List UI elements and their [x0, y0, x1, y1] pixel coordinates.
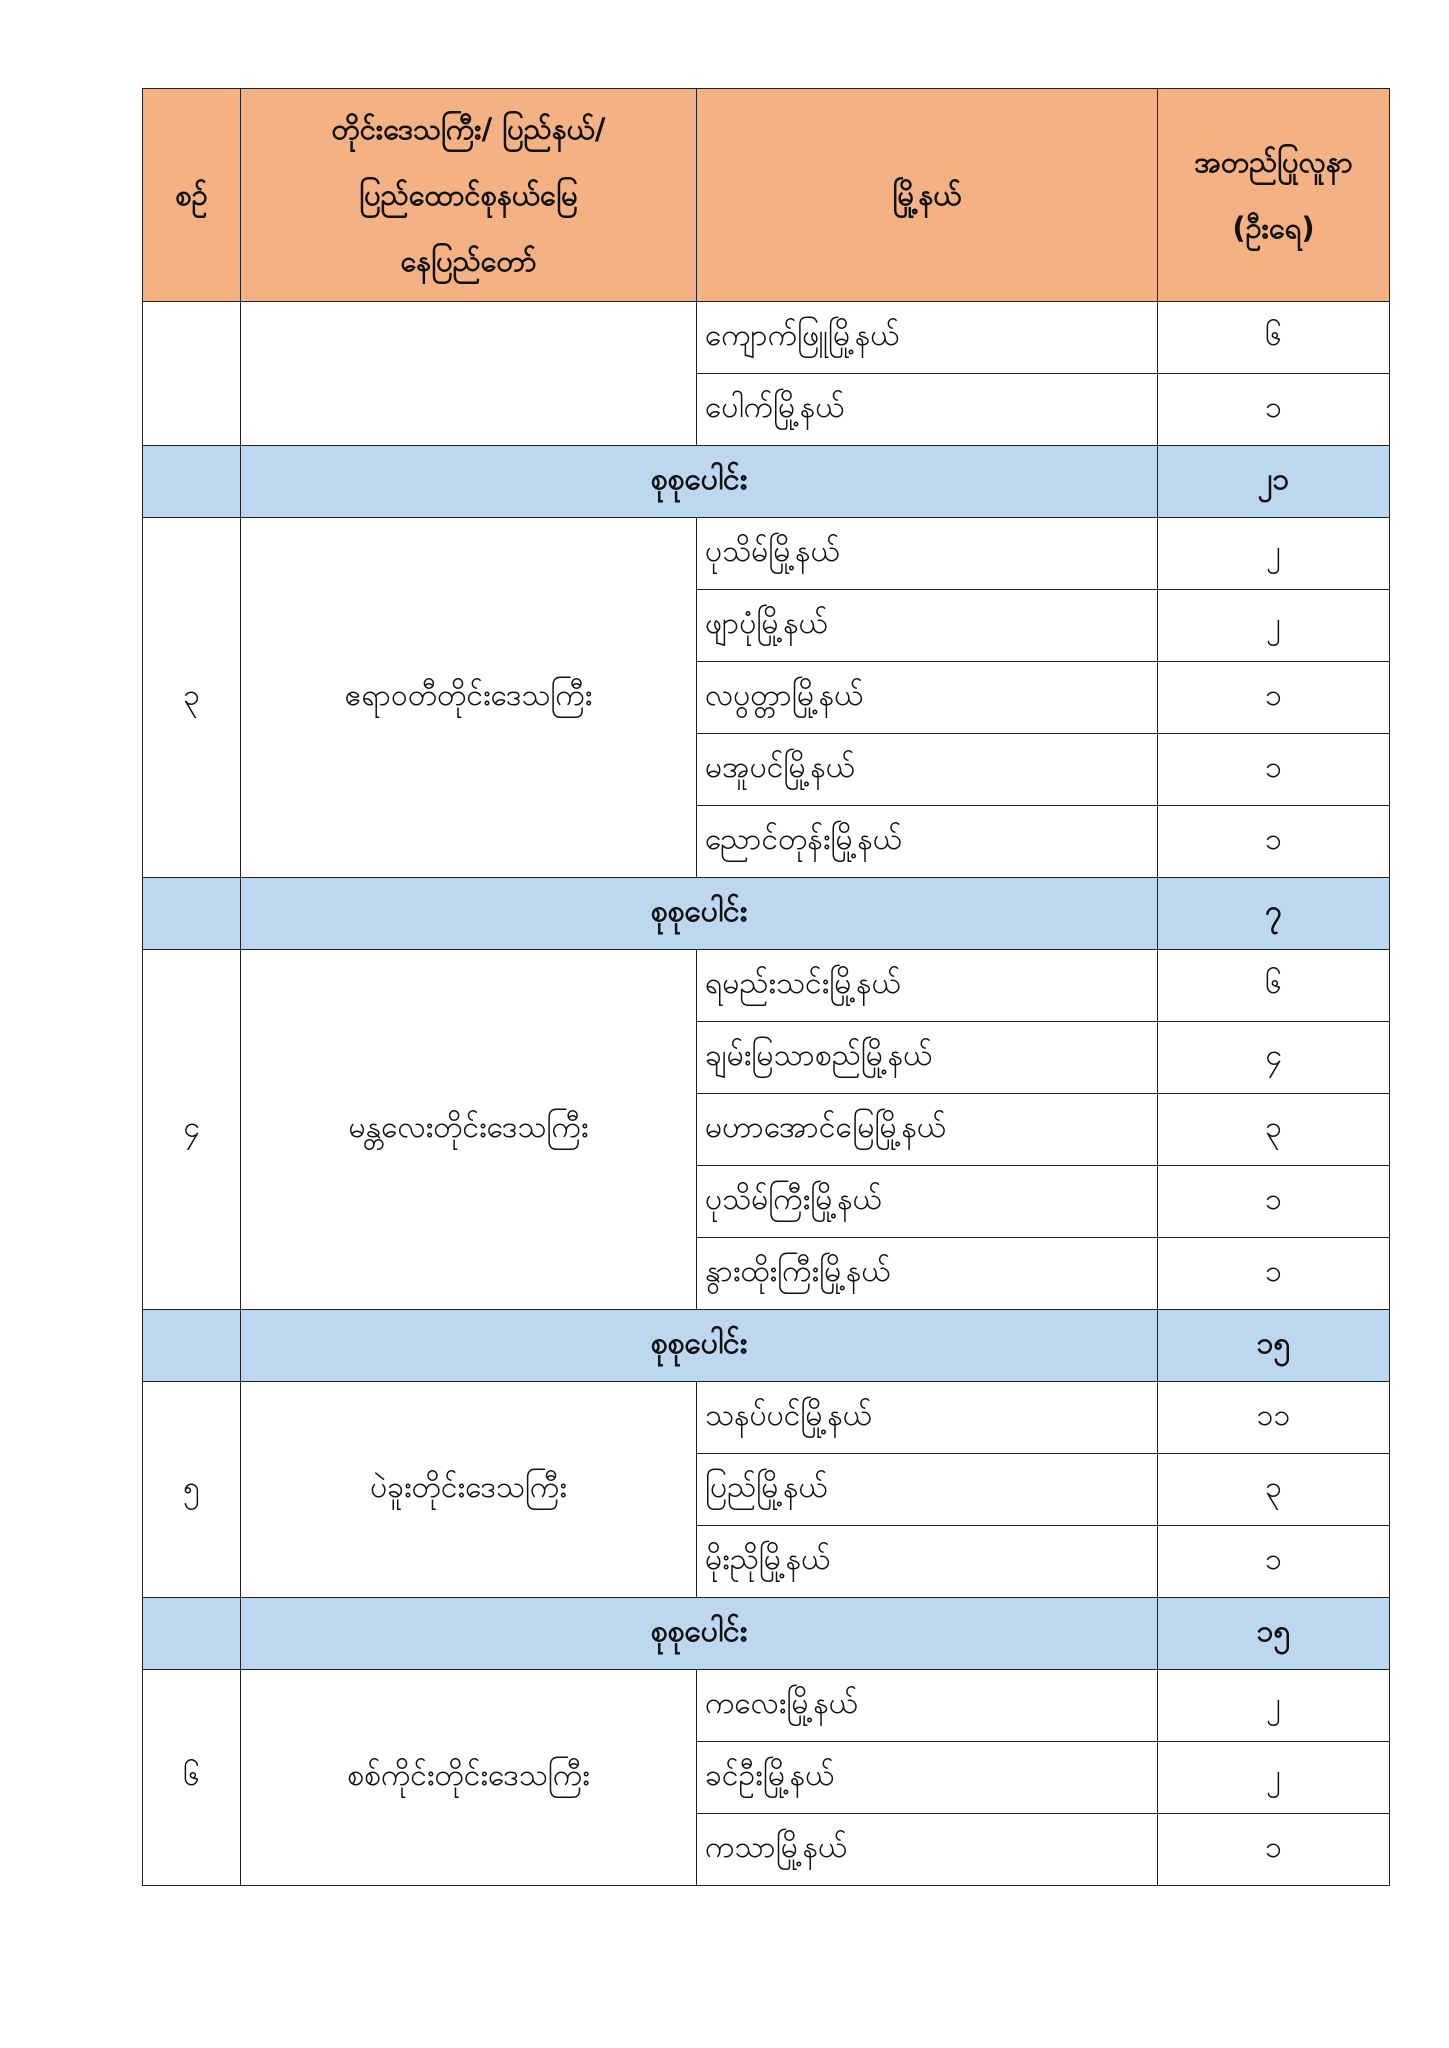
cell-count: ၆ — [1158, 950, 1390, 1022]
cell-township: မဟာအောင်မြေမြို့နယ် — [697, 1094, 1158, 1166]
header-count-line-1: အတည်ပြုလူနာ — [1194, 145, 1353, 179]
total-row — [143, 1310, 1390, 1382]
cell-no: ၄ — [143, 950, 241, 1310]
cell-no — [143, 302, 241, 446]
cell-township: ကလေးမြို့နယ် — [697, 1670, 1158, 1742]
cell-count: ၁ — [1158, 374, 1390, 446]
cell-township: ဖျာပုံမြို့နယ် — [697, 590, 1158, 662]
total-row — [143, 878, 1390, 950]
cell-township: မအူပင်မြို့နယ် — [697, 734, 1158, 806]
cell-count: ၂ — [1158, 1670, 1390, 1742]
total-row — [143, 446, 1390, 518]
table-row — [143, 1670, 1390, 1742]
cell-count: ၁ — [1158, 1526, 1390, 1598]
cell-count: ၄ — [1158, 1022, 1390, 1094]
header-count — [1158, 89, 1390, 302]
total-value: ၂၁ — [1158, 446, 1390, 518]
total-value: ၁၅ — [1158, 1310, 1390, 1382]
cell-township: နွားထိုးကြီးမြို့နယ် — [697, 1238, 1158, 1310]
cell-count: ၁ — [1158, 734, 1390, 806]
cell-region: မန္တလေးတိုင်းဒေသကြီး — [241, 950, 697, 1310]
header-region — [241, 89, 697, 302]
cell-region — [241, 302, 697, 446]
header-township: မြို့နယ် — [697, 89, 1158, 302]
cell-township: ရမည်းသင်းမြို့နယ် — [697, 950, 1158, 1022]
cell-township: ပြည်မြို့နယ် — [697, 1454, 1158, 1526]
cell-count: ၂ — [1158, 1742, 1390, 1814]
cell-region: ဧရာဝတီတိုင်းဒေသကြီး — [241, 518, 697, 878]
cell-count: ၂ — [1158, 590, 1390, 662]
cell-township: ကျောက်ဖြူမြို့နယ် — [697, 302, 1158, 374]
cell-count: ၁ — [1158, 1166, 1390, 1238]
table-row — [143, 950, 1390, 1022]
cell-count: ၁၁ — [1158, 1382, 1390, 1454]
cell-township: ပုသိမ်ကြီးမြို့နယ် — [697, 1166, 1158, 1238]
cell-no — [143, 446, 241, 518]
cell-township: ခင်ဦးမြို့နယ် — [697, 1742, 1158, 1814]
total-label: စုစုပေါင်း — [241, 446, 1158, 518]
cell-township: ကသာမြို့နယ် — [697, 1814, 1158, 1886]
cell-count: ၆ — [1158, 302, 1390, 374]
cell-no — [143, 1598, 241, 1670]
cell-no — [143, 878, 241, 950]
cell-count: ၁ — [1158, 1814, 1390, 1886]
cell-no: ၃ — [143, 518, 241, 878]
total-label: စုစုပေါင်း — [241, 1310, 1158, 1382]
cell-count: ၁ — [1158, 1238, 1390, 1310]
table-row — [143, 302, 1390, 374]
cell-no: ၅ — [143, 1382, 241, 1598]
cell-count: ၁ — [1158, 806, 1390, 878]
cell-count: ၂ — [1158, 518, 1390, 590]
total-value: ၁၅ — [1158, 1598, 1390, 1670]
table-header-row — [143, 89, 1390, 302]
header-region-line-3: နေပြည်တော် — [400, 244, 537, 278]
cell-region: ပဲခူးတိုင်းဒေသကြီး — [241, 1382, 697, 1598]
table-row — [143, 1382, 1390, 1454]
cell-township: ပုသိမ်မြို့နယ် — [697, 518, 1158, 590]
table-row — [143, 518, 1390, 590]
cell-no — [143, 1310, 241, 1382]
cell-township: သနပ်ပင်မြို့နယ် — [697, 1382, 1158, 1454]
header-count-line-2: (ဦးရေ) — [1232, 211, 1315, 245]
cell-township: မိုးညိုမြို့နယ် — [697, 1526, 1158, 1598]
cell-township: ညောင်တုန်းမြို့နယ် — [697, 806, 1158, 878]
header-region-line-2: ပြည်ထောင်စုနယ်မြေ — [359, 178, 578, 212]
cell-no: ၆ — [143, 1670, 241, 1886]
cell-township: လပွတ္တာမြို့နယ် — [697, 662, 1158, 734]
total-label: စုစုပေါင်း — [241, 1598, 1158, 1670]
total-label: စုစုပေါင်း — [241, 878, 1158, 950]
cell-count: ၃ — [1158, 1094, 1390, 1166]
covid-cases-table — [142, 88, 1390, 1886]
total-row — [143, 1598, 1390, 1670]
header-region-line-1: တိုင်းဒေသကြီး/ ပြည်နယ်/ — [331, 112, 606, 146]
total-value: ၇ — [1158, 878, 1390, 950]
header-no: စဉ် — [143, 89, 241, 302]
cell-count: ၃ — [1158, 1454, 1390, 1526]
cell-township: ပေါက်မြို့နယ် — [697, 374, 1158, 446]
cell-township: ချမ်းမြသာစည်မြို့နယ် — [697, 1022, 1158, 1094]
cell-region: စစ်ကိုင်းတိုင်းဒေသကြီး — [241, 1670, 697, 1886]
cell-count: ၁ — [1158, 662, 1390, 734]
